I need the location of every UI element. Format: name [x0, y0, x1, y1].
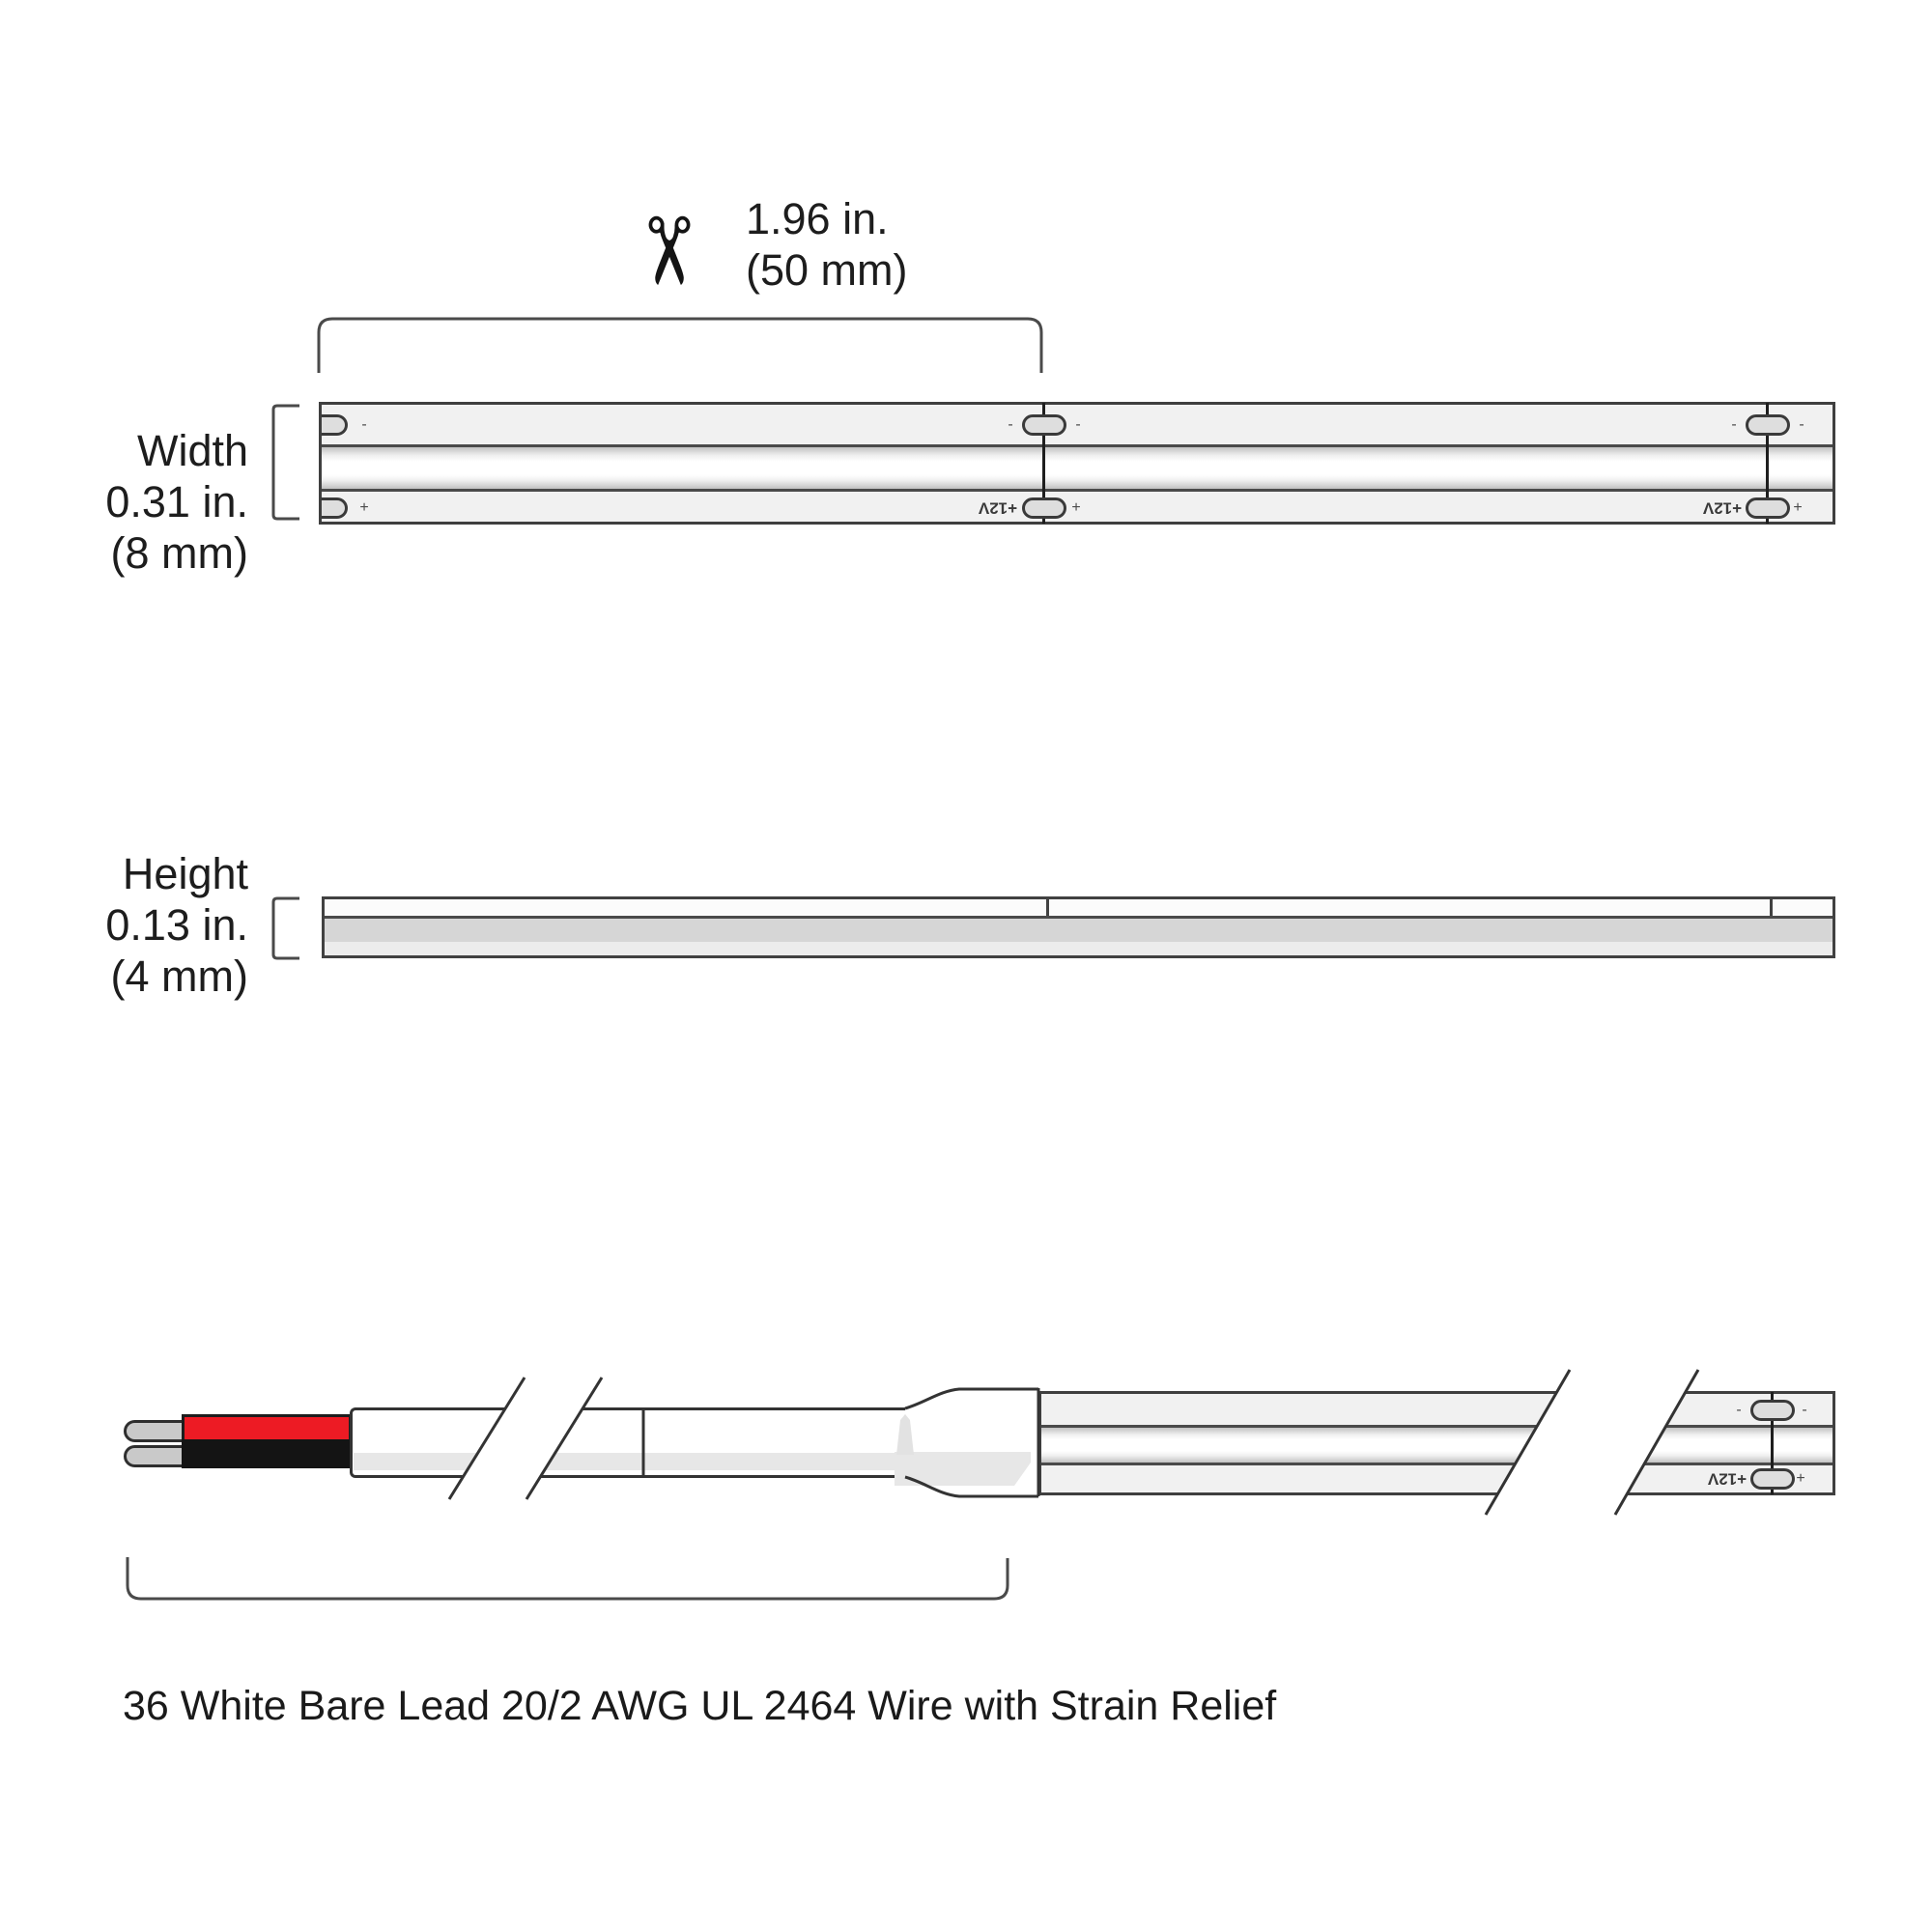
strip-top-edge-band	[1041, 1394, 1833, 1428]
side-cut-tick-2	[1770, 899, 1773, 916]
strip-center-channel	[322, 447, 1833, 489]
polarity-plus-mark: +	[1793, 499, 1803, 516]
voltage-silkscreen-rotated: +12V	[1707, 1469, 1747, 1489]
red-wire	[182, 1414, 352, 1442]
polarity-plus-mark: +	[1796, 1470, 1805, 1487]
solder-pad-cut1-top	[1022, 414, 1066, 436]
scissors-icon: ✂	[615, 212, 719, 291]
bare-lead-tip-bottom	[124, 1445, 185, 1467]
voltage-silkscreen-rotated: +12V	[1702, 498, 1743, 518]
solder-pad-wire-top	[1750, 1400, 1795, 1421]
wire-length-bracket	[128, 1557, 1008, 1599]
cut-length-inches: 1.96 in.	[746, 194, 889, 243]
solder-halfpad-top-left	[322, 414, 348, 436]
wire-caption: 36 White Bare Lead 20/2 AWG UL 2464 Wire with Strain Relief	[123, 1683, 1277, 1729]
bare-lead-tip-top	[124, 1420, 185, 1442]
polarity-plus-mark: +	[1071, 499, 1081, 516]
side-bottom-band	[325, 942, 1833, 955]
height-metric: (4 mm)	[110, 952, 248, 1001]
wire-jacket	[350, 1407, 643, 1478]
cut-length-bracket	[319, 319, 1041, 373]
solder-halfpad-bottom-left	[322, 497, 348, 519]
strain-relief-sleeve	[642, 1407, 905, 1478]
led-strip-top-view	[319, 402, 1835, 525]
height-inches: 0.13 in.	[105, 900, 248, 950]
solder-pad-wire-bottom	[1750, 1468, 1795, 1490]
polarity-minus-mark: -	[1799, 416, 1804, 433]
polarity-minus-mark: -	[361, 416, 367, 433]
cut-length-label	[746, 193, 908, 296]
height-bracket	[273, 898, 299, 958]
polarity-minus-mark: -	[1802, 1402, 1807, 1418]
cut-length-metric: (50 mm)	[746, 245, 908, 295]
width-bracket	[273, 406, 299, 519]
width-label	[55, 425, 248, 579]
polarity-minus-mark: -	[1736, 1402, 1742, 1418]
polarity-minus-mark: -	[1731, 416, 1737, 433]
height-label	[55, 848, 248, 1002]
width-metric: (8 mm)	[110, 528, 248, 578]
height-title: Height	[122, 849, 248, 898]
width-inches: 0.31 in.	[105, 477, 248, 526]
led-strip-wire-view	[1038, 1391, 1835, 1495]
solder-pad-cut2-bottom	[1746, 497, 1790, 519]
polarity-minus-mark: -	[1008, 416, 1013, 433]
polarity-plus-mark: +	[359, 499, 369, 516]
side-top-band	[325, 899, 1833, 919]
solder-pad-cut2-top	[1746, 414, 1790, 436]
solder-pad-cut1-bottom	[1022, 497, 1066, 519]
strip-center-channel	[1041, 1428, 1833, 1463]
voltage-silkscreen-rotated: +12V	[978, 498, 1018, 518]
width-title: Width	[136, 426, 248, 475]
side-middle-band	[325, 919, 1833, 942]
led-strip-side-view	[322, 896, 1835, 958]
polarity-minus-mark: -	[1075, 416, 1081, 433]
black-wire	[182, 1439, 352, 1468]
side-cut-tick-1	[1046, 899, 1049, 916]
